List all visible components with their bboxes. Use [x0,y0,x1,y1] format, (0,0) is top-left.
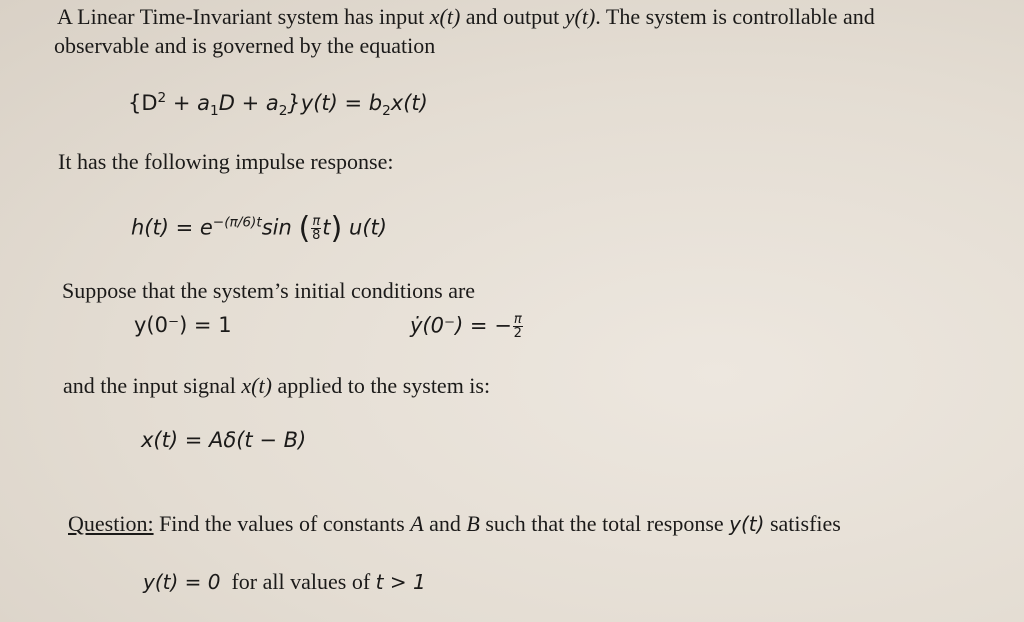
impulse-response-equation: $h(t) = e^{-(\pi/6)t}\sin$ ( $\frac{\pi}{8}$ t) u(t) [131,211,387,246]
input-signal-equation: x(t) = Aδ(t − B) [141,428,307,452]
question-heading: Question: [68,511,154,536]
input-signal-label: and the input signal x(t) applied to the system is: [63,373,491,398]
governing-equation: $\{D^2 + a_1D + a_2\}y(t) = b_2x(t)$ [128,90,428,120]
initial-condition-ydot: ẏ(0⁻) = − $\frac{\pi}{2}$ [410,312,522,342]
question-condition: y(t) = 0 for all values of t > 1 [143,569,426,594]
question-text: Question: Find the values of constants A and B such that the total response y(t) satisfies [68,511,841,536]
pi-over-8-fraction: $\frac{\pi}{8}$ [312,213,321,243]
initial-condition-y: y(0⁻) = 1 [134,313,232,337]
intro-line-1: A Linear Time-Invariant system has input x(t) and output y(t). The system is controllable and [57,4,875,29]
intro-line-2: observable and is governed by the equation [54,33,436,58]
initial-conditions-label: Suppose that the system’s initial conditions are [62,278,476,303]
impulse-response-label: It has the following impulse response: [58,149,394,174]
pi-over-2-fraction: $\frac{\pi}{2}$ [513,312,522,342]
